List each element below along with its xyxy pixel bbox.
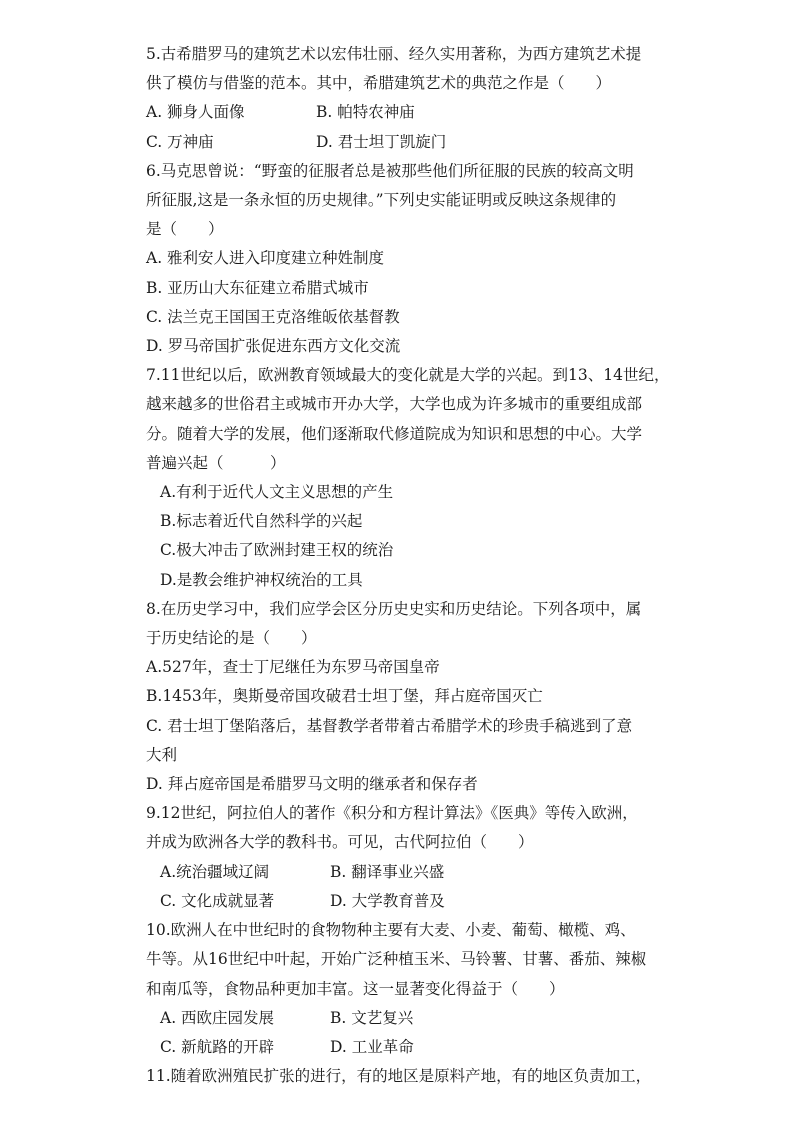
question-stem [146,157,674,245]
question-9 [146,799,674,916]
question-7 [146,361,674,595]
options [146,858,674,916]
question-stem [146,799,674,857]
question-stem [146,361,674,478]
option-b: B.标志着近代自然科学的兴起 [160,512,363,531]
question-6 [146,157,674,361]
option-a: A. 狮身人面像 [146,103,245,122]
question-stem [146,595,674,653]
question-5 [146,40,674,157]
stem-line: 于历史结论的是（ ） [146,629,317,648]
stem-line: 5.古希腊罗马的建筑艺术以宏伟壮丽、经久实用著称，为西方建筑艺术提 [146,45,642,63]
question-11 [146,1062,674,1091]
option-d: D. 工业革命 [330,1037,414,1056]
stem-line: 6.马克思曾说：“野蛮的征服者总是被那些他们所征服的民族的较高文明 [146,161,634,180]
option-c: C. 文化成就显著 [160,891,275,910]
option-b: B. 亚历山大东征建立希腊式城市 [146,278,369,297]
stem-line: 越来越多的世俗君主或城市开办大学，大学也成为许多城市的重要组成部 [146,395,643,414]
stem-line: 牛等。从16世纪中叶起，开始广泛种植玉米、马铃薯、甘薯、番茄、辣椒 [146,950,647,969]
stem-line: 是（ ） [146,220,224,239]
question-8 [146,595,674,799]
option-c-continued: 大利 [146,745,178,764]
option-a: A.统治疆域辽阔 [160,862,270,881]
stem-line: 供了模仿与借鉴的范本。其中，希腊建筑艺术的典范之作是（ ） [146,74,612,93]
stem-line: 分。随着大学的发展，他们逐渐取代修道院成为知识和思想的中心。大学 [146,424,643,443]
options [146,244,674,361]
option-a: A.527年，查士丁尼继任为东罗马帝国皇帝 [146,658,440,677]
stem-line: 10.欧洲人在中世纪时的食物物种主要有大麦、小麦、葡萄、橄榄、鸡、 [146,921,636,940]
option-d: D. 君士坦丁凯旋门 [316,132,447,151]
option-c: C. 万神庙 [146,132,214,151]
stem-line: 8.在历史学习中，我们应学会区分历史史实和历史结论。下列各项中，属 [146,599,642,618]
question-stem [146,1062,674,1091]
options [146,478,674,595]
question-stem [146,916,674,1004]
question-stem [146,40,674,98]
option-c: C. 法兰克王国国王克洛维皈依基督教 [146,307,400,326]
option-b: B.1453年，奥斯曼帝国攻破君士坦丁堡，拜占庭帝国灭亡 [146,687,543,706]
option-b: B. 文艺复兴 [330,1008,414,1027]
option-a: A. 雅利安人进入印度建立种姓制度 [146,249,385,268]
option-d: D. 拜占庭帝国是希腊罗马文明的继承者和保存者 [146,775,478,794]
stem-line: 和南瓜等，食物品种更加丰富。这一显著变化得益于（ ） [146,979,565,998]
option-a: A.有利于近代人文主义思想的产生 [160,483,394,502]
option-b: B. 帕特农神庙 [316,103,415,122]
option-d: D. 大学教育普及 [330,891,445,910]
option-c: C. 新航路的开辟 [160,1037,275,1056]
option-a: A. 西欧庄园发展 [160,1008,275,1027]
stem-line: 所征服,这是一条永恒的历史规律。”下列史实能证明或反映这条规律的 [146,191,617,210]
option-c: C.极大冲击了欧洲封建王权的统治 [160,541,394,560]
option-b: B. 翻译事业兴盛 [330,862,445,881]
option-d: D.是教会维护神权统治的工具 [160,570,363,589]
question-10 [146,916,674,1062]
stem-line: 9.12世纪，阿拉伯人的著作《积分和方程计算法》《医典》等传入欧洲， [146,804,638,823]
options [146,1004,674,1062]
options [146,653,674,799]
stem-line: 7.11世纪以后，欧洲教育领域最大的变化就是大学的兴起。到13、14世纪， [146,366,670,385]
stem-line: 11.随着欧洲殖民扩张的进行，有的地区是原料产地，有的地区负责加工， [146,1067,652,1086]
stem-line: 并成为欧洲各大学的教科书。可见，古代阿拉伯（ ） [146,833,534,852]
stem-line: 普遍兴起（ ） [146,453,286,472]
option-c: C. 君士坦丁堡陷落后，基督教学者带着古希腊学术的珍贵手稿逃到了意 [146,716,633,735]
options [146,98,674,156]
option-d: D. 罗马帝国扩张促进东西方文化交流 [146,337,401,356]
